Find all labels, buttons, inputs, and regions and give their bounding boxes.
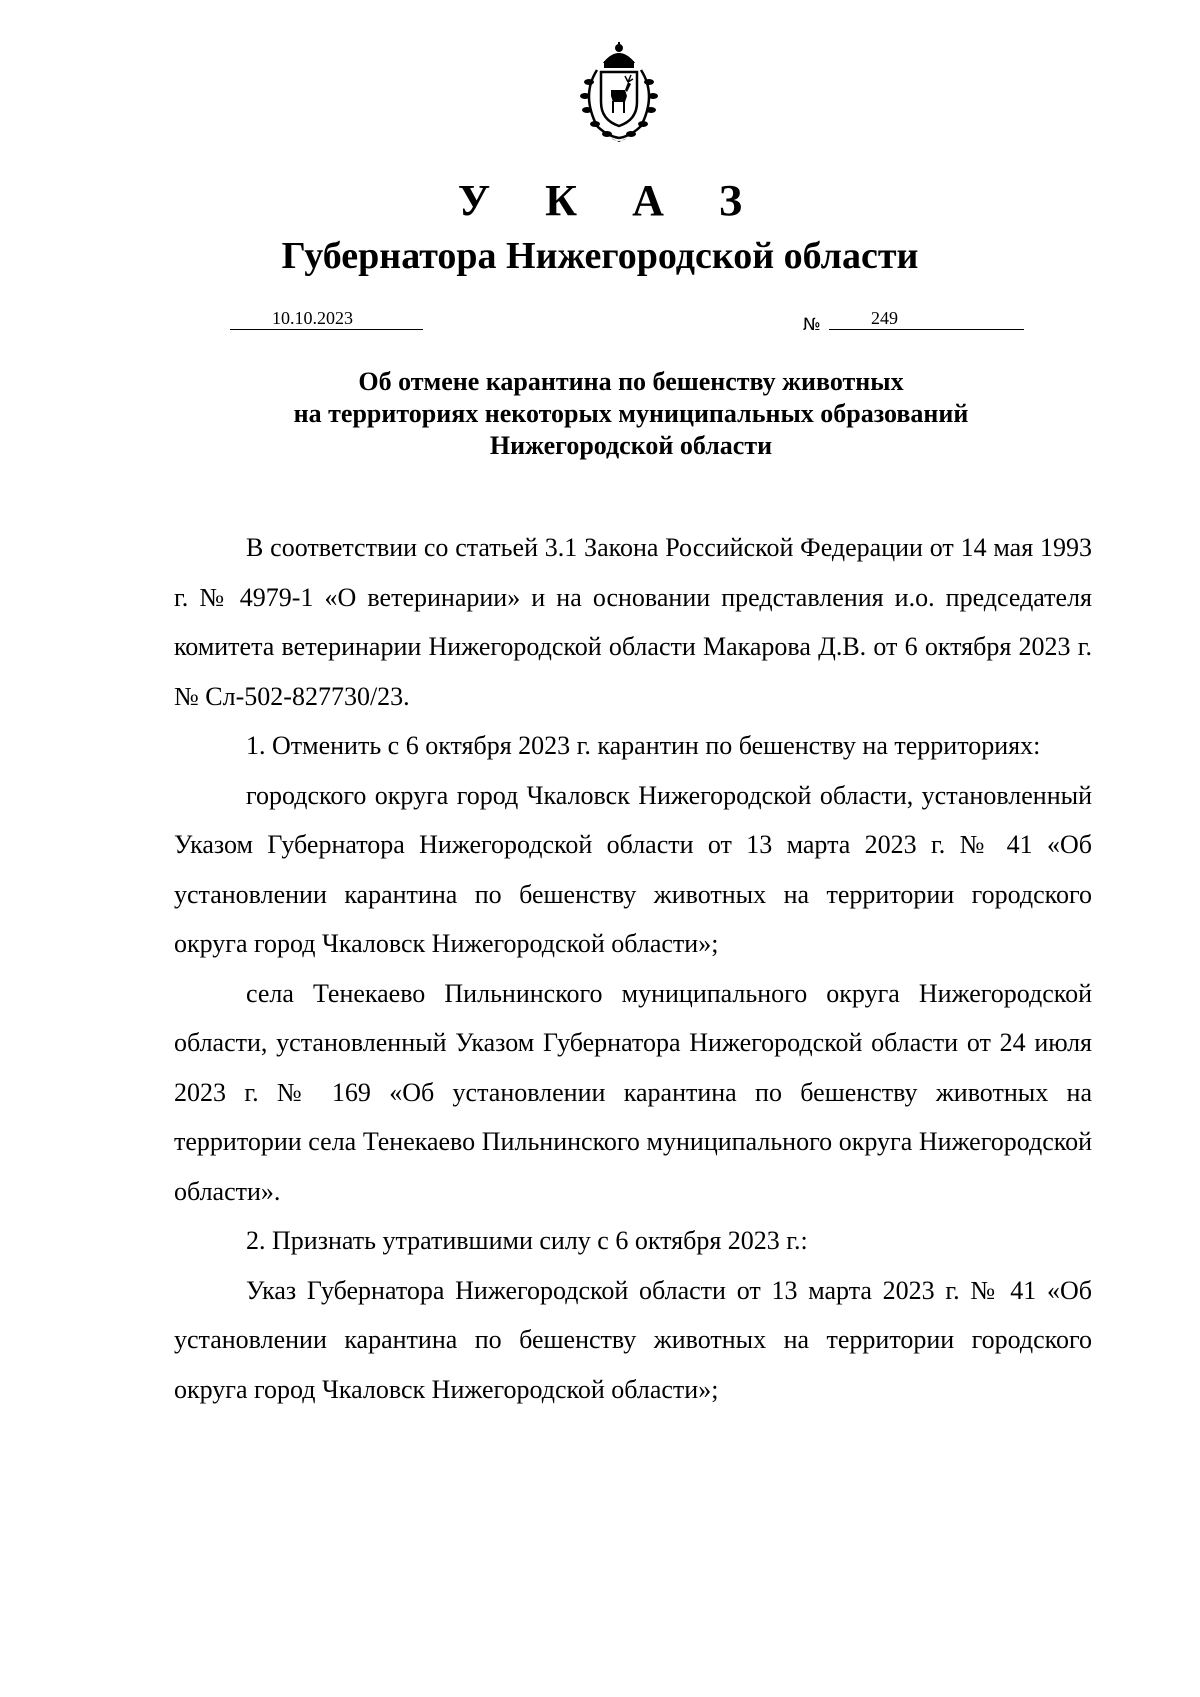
item-2-paragraph: 2. Признать утратившими силу с 6 октября 2023 г.: [246, 1226, 808, 1255]
subject-line-1: Об отмене карантина по бешенству животных [358, 367, 904, 396]
item-2a-paragraph: Указ Губернатора Нижегородской области от 13 марта 2023 г. № 41 «Об установлении карантина по бешенству животных на территории городского округа город Чкаловск Нижегородской области»; [174, 1275, 1092, 1404]
number-label: № [803, 315, 821, 335]
subject-line-2: на территориях некоторых муниципальных образований [293, 399, 969, 428]
document-date [230, 307, 423, 330]
subject-line-3: Нижегородской области [489, 431, 773, 460]
item-1a-paragraph: городского округа город Чкаловск Нижегородской области, установленный Указом Губернатора Нижегородской области от 13 марта 2023 г. № 41 «Об установлении карантина по бешенству животных на территории городского округа город Чкаловск Нижегородской области»; [174, 780, 1092, 958]
item-1-paragraph: 1. Отменить с 6 октября 2023 г. карантин по бешенству на территориях: [246, 731, 1041, 760]
document-number [829, 307, 1024, 330]
issuer-title: Губернатора Нижегородской области [281, 235, 919, 277]
nizhny-novgorod-coat-of-arms-icon [567, 40, 671, 146]
document-date-value: 10.10.2023 [272, 308, 353, 328]
preamble-paragraph: В соответствии со статьей 3.1 Закона Российской Федерации от 14 мая 1993 г. № 4979-1 «О ветеринарии» и на основании представления и.о. председателя комитета ветеринарии Нижегородской области Макарова Д.В. от 6 октября 2023 г. № Сл-502-827730/23. [174, 533, 1092, 711]
document-number-value: 249 [871, 308, 898, 328]
document-type-title: У К А З [457, 176, 765, 225]
document-body [174, 523, 1092, 1414]
document-subject [0, 366, 1200, 462]
item-1b-paragraph: села Тенекаево Пильнинского муниципального округа Нижегородской области, установленный Указом Губернатора Нижегородской области от 24 июля 2023 г. № 169 «Об установлении карантина по бешенству животных на территории села Тенекаево Пильнинского муниципального округа Нижегородской области». [174, 978, 1092, 1206]
